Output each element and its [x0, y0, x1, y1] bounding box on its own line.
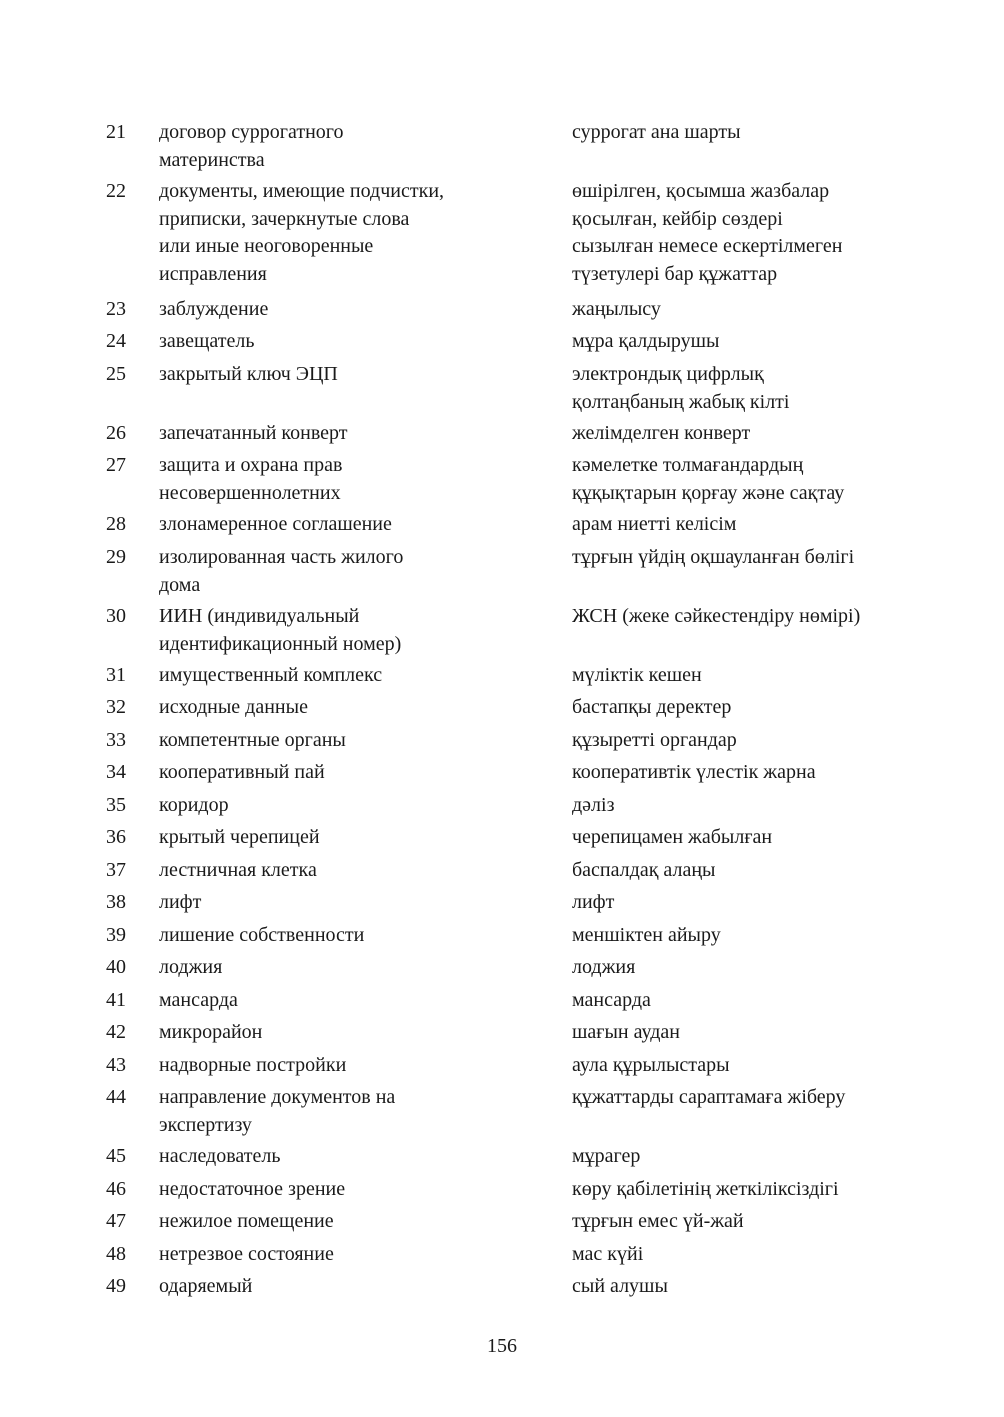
russian-term-line: крытый черепицей — [159, 826, 320, 848]
russian-term-line: надворные постройки — [159, 1054, 347, 1076]
kazakh-term — [572, 727, 992, 755]
entry-number: 43 — [106, 1054, 126, 1076]
russian-term — [159, 1208, 559, 1236]
entry-number: 40 — [106, 956, 126, 978]
russian-term-line: лоджия — [159, 956, 223, 978]
kazakh-term-line: дәліз — [572, 794, 615, 816]
entry-number: 31 — [106, 664, 126, 686]
russian-term — [159, 857, 559, 885]
kazakh-term-line: қолтаңбаның жабық кілті — [572, 390, 790, 413]
entry-number: 41 — [106, 989, 126, 1011]
entry-number: 21 — [106, 121, 126, 143]
russian-term-line: злонамеренное соглашение — [159, 513, 392, 535]
kazakh-term-line: меншіктен айыру — [572, 924, 721, 946]
kazakh-term-line: мұра қалдырушы — [572, 330, 720, 352]
kazakh-term-line: құқықтарын қорғау және сақтау — [572, 481, 845, 504]
russian-term — [159, 1176, 559, 1204]
kazakh-term — [572, 119, 992, 147]
russian-term — [159, 954, 559, 982]
entry-number: 25 — [106, 363, 126, 385]
russian-term — [159, 361, 559, 389]
russian-term-line: лифт — [159, 891, 202, 913]
russian-term-line: кооперативный пай — [159, 761, 325, 783]
entry-number: 32 — [106, 696, 126, 718]
kazakh-term — [572, 1241, 992, 1269]
russian-term — [159, 452, 559, 507]
kazakh-term — [572, 987, 992, 1015]
kazakh-term-line: арам ниетті келісім — [572, 513, 737, 535]
russian-term — [159, 1143, 559, 1171]
kazakh-term — [572, 1273, 992, 1301]
entry-number: 35 — [106, 794, 126, 816]
entry-number: 34 — [106, 761, 126, 783]
russian-term-line: лестничная клетка — [159, 859, 317, 881]
kazakh-term-line: бастапқы деректер — [572, 696, 732, 718]
kazakh-term — [572, 1143, 992, 1171]
entry-number: 24 — [106, 330, 126, 352]
kazakh-term — [572, 662, 992, 690]
entry-number: 45 — [106, 1145, 126, 1167]
entry-number: 27 — [106, 454, 126, 476]
kazakh-term — [572, 452, 992, 507]
entry-number: 33 — [106, 729, 126, 751]
kazakh-term-line: қосылған, кейбір сөздері — [572, 207, 783, 230]
russian-term-line: дома — [159, 573, 201, 596]
russian-term — [159, 922, 559, 950]
kazakh-term-line: құжаттарды сараптамаға жіберу — [572, 1086, 846, 1108]
russian-term-line: исходные данные — [159, 696, 308, 718]
kazakh-term — [572, 361, 992, 416]
entry-number: 26 — [106, 422, 126, 444]
kazakh-term — [572, 1208, 992, 1236]
russian-term-line: договор суррогатного — [159, 121, 344, 143]
russian-term — [159, 296, 559, 324]
kazakh-term-line: сызылған немесе ескертілмеген — [572, 235, 843, 257]
russian-term — [159, 328, 559, 356]
kazakh-term-line: мүліктік кешен — [572, 664, 702, 686]
russian-term-line: завещатель — [159, 330, 255, 352]
kazakh-term — [572, 603, 992, 631]
russian-term-line: коридор — [159, 794, 229, 816]
kazakh-term-line: өшірілген, қосымша жазбалар — [572, 180, 830, 202]
russian-term — [159, 119, 559, 174]
kazakh-term — [572, 1084, 992, 1112]
kazakh-term-line: кооперативтік үлестік жарна — [572, 761, 816, 783]
kazakh-term-line: кәмелетке толмағандардың — [572, 454, 804, 476]
russian-term-line: лишение собственности — [159, 924, 365, 946]
russian-term-line: экспертизу — [159, 1113, 252, 1136]
russian-term-line: мансарда — [159, 989, 238, 1011]
russian-term-line: или иные неоговоренные — [159, 235, 374, 257]
kazakh-term-line: мансарда — [572, 989, 651, 1011]
entry-number: 37 — [106, 859, 126, 881]
russian-term — [159, 544, 559, 599]
russian-term — [159, 1273, 559, 1301]
entry-number: 46 — [106, 1178, 126, 1200]
kazakh-term — [572, 922, 992, 950]
russian-term-line: микрорайон — [159, 1021, 263, 1043]
kazakh-term — [572, 328, 992, 356]
kazakh-term-line: черепицамен жабылған — [572, 826, 773, 848]
russian-term-line: закрытый ключ ЭЦП — [159, 363, 338, 385]
russian-term — [159, 1241, 559, 1269]
kazakh-term-line: лоджия — [572, 956, 636, 978]
russian-term-line: нетрезвое состояние — [159, 1243, 334, 1265]
kazakh-term — [572, 889, 992, 917]
russian-term-line: имущественный комплекс — [159, 664, 383, 686]
entry-number: 23 — [106, 298, 126, 320]
entry-number: 36 — [106, 826, 126, 848]
russian-term-line: ИИН (индивидуальный — [159, 605, 360, 627]
russian-term — [159, 420, 559, 448]
entry-number: 42 — [106, 1021, 126, 1043]
entry-number: 49 — [106, 1275, 126, 1297]
kazakh-term-line: желімделген конверт — [572, 422, 751, 444]
russian-term-line: нежилое помещение — [159, 1210, 334, 1232]
kazakh-term — [572, 420, 992, 448]
russian-term-line: материнства — [159, 148, 265, 171]
russian-term — [159, 178, 559, 288]
russian-term-line: документы, имеющие подчистки, — [159, 180, 445, 202]
entry-number: 38 — [106, 891, 126, 913]
kazakh-term-line: электрондық цифрлық — [572, 363, 764, 385]
russian-term-line: приписки, зачеркнутые слова — [159, 207, 410, 230]
kazakh-term — [572, 544, 992, 572]
russian-term-line: несовершеннолетних — [159, 481, 341, 504]
russian-term — [159, 603, 559, 658]
russian-term — [159, 792, 559, 820]
kazakh-term-line: мас күйі — [572, 1243, 644, 1265]
russian-term — [159, 889, 559, 917]
kazakh-term — [572, 857, 992, 885]
kazakh-term-line: мұрагер — [572, 1145, 641, 1167]
russian-term-line: идентификационный номер) — [159, 632, 402, 655]
russian-term-line: наследователь — [159, 1145, 281, 1167]
russian-term — [159, 662, 559, 690]
russian-term — [159, 759, 559, 787]
russian-term-line: защита и охрана прав — [159, 454, 343, 476]
kazakh-term-line: сый алушы — [572, 1275, 668, 1297]
kazakh-term — [572, 296, 992, 324]
russian-term-line: исправления — [159, 262, 267, 285]
page-number: 156 — [487, 1335, 517, 1357]
russian-term-line: направление документов на — [159, 1086, 396, 1108]
kazakh-term-line: түзетулері бар құжаттар — [572, 262, 778, 285]
russian-term — [159, 824, 559, 852]
kazakh-term — [572, 824, 992, 852]
kazakh-term-line: ЖСН (жеке сәйкестендіру нөмірі) — [572, 605, 861, 627]
kazakh-term-line: баспалдақ алаңы — [572, 859, 716, 881]
russian-term — [159, 694, 559, 722]
russian-term-line: компетентные органы — [159, 729, 346, 751]
entry-number: 22 — [106, 180, 126, 202]
entry-number: 30 — [106, 605, 126, 627]
kazakh-term — [572, 954, 992, 982]
kazakh-term — [572, 792, 992, 820]
kazakh-term-line: көру қабілетінің жеткіліксіздігі — [572, 1178, 839, 1200]
russian-term — [159, 987, 559, 1015]
kazakh-term-line: тұрғын үйдің оқшауланған бөлігі — [572, 546, 855, 568]
kazakh-term-line: аула құрылыстары — [572, 1054, 730, 1076]
kazakh-term — [572, 694, 992, 722]
kazakh-term — [572, 1176, 992, 1204]
kazakh-term-line: суррогат ана шарты — [572, 121, 741, 143]
kazakh-term-line: жаңылысу — [572, 298, 661, 320]
entry-number: 39 — [106, 924, 126, 946]
russian-term — [159, 1084, 559, 1139]
entry-number: 44 — [106, 1086, 126, 1108]
kazakh-term-line: құзыретті органдар — [572, 729, 737, 751]
russian-term — [159, 511, 559, 539]
russian-term-line: изолированная часть жилого — [159, 546, 404, 568]
russian-term — [159, 727, 559, 755]
kazakh-term — [572, 759, 992, 787]
kazakh-term-line: тұрғын емес үй-жай — [572, 1210, 744, 1232]
russian-term-line: одаряемый — [159, 1275, 253, 1297]
russian-term-line: заблуждение — [159, 298, 269, 320]
kazakh-term — [572, 178, 992, 288]
entry-number: 28 — [106, 513, 126, 535]
kazakh-term — [572, 511, 992, 539]
russian-term — [159, 1019, 559, 1047]
entry-number: 29 — [106, 546, 126, 568]
russian-term-line: недостаточное зрение — [159, 1178, 346, 1200]
kazakh-term-line: лифт — [572, 891, 615, 913]
kazakh-term — [572, 1052, 992, 1080]
kazakh-term-line: шағын аудан — [572, 1021, 680, 1043]
russian-term-line: запечатанный конверт — [159, 422, 348, 444]
entry-number: 48 — [106, 1243, 126, 1265]
entry-number: 47 — [106, 1210, 126, 1232]
russian-term — [159, 1052, 559, 1080]
kazakh-term — [572, 1019, 992, 1047]
